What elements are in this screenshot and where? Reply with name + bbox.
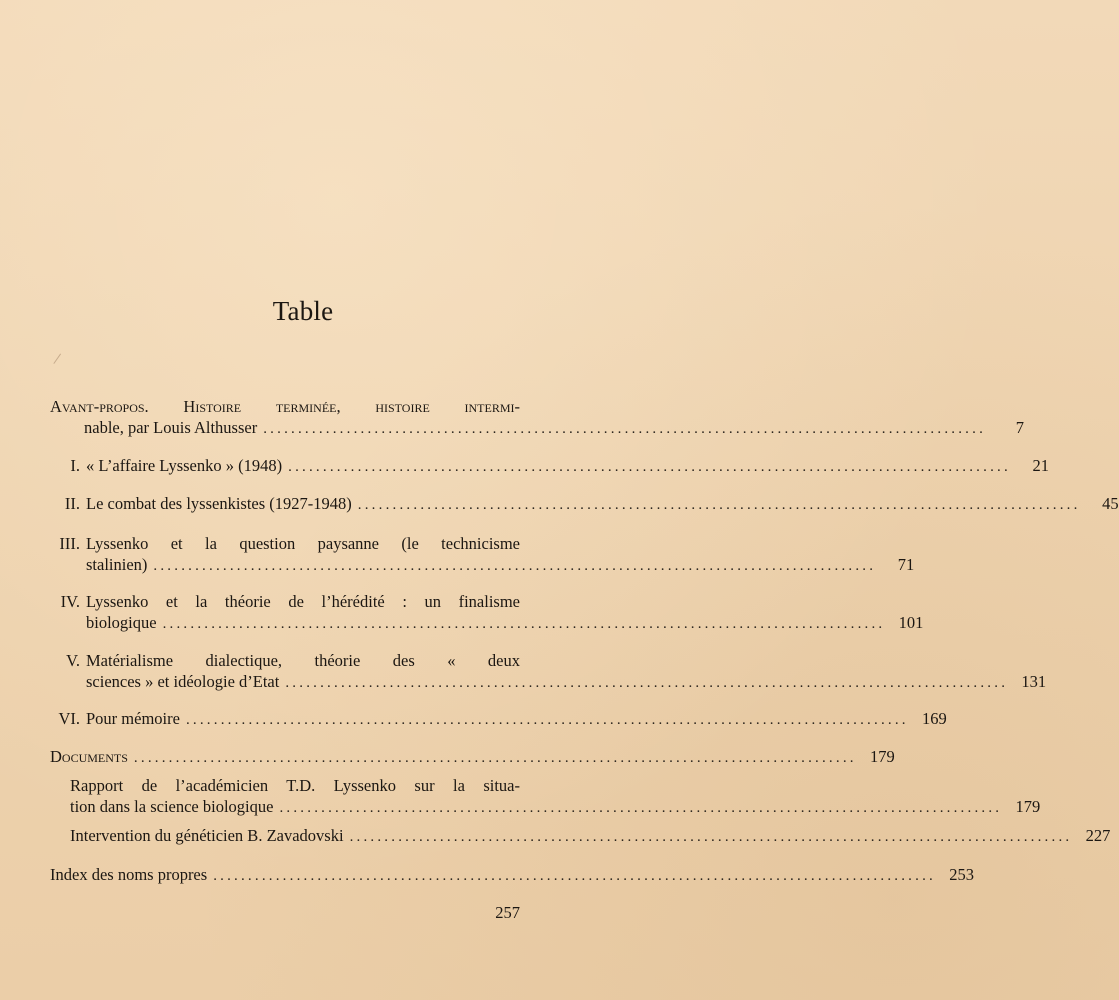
dot-leader: ........................................................................................................ [153, 558, 877, 574]
chapter-number: VI. [58, 709, 80, 728]
toc-page-number: 101 [898, 613, 924, 632]
toc-entry-text: Le combat des lyssenkistes (1927-1948) [86, 494, 352, 513]
toc-page-number: 253 [949, 865, 974, 884]
toc-entry-text: Pour mémoire [86, 709, 180, 728]
dot-leader: ........................................................................................................ [285, 675, 1009, 691]
toc-entry-avant-propos [50, 396, 1025, 440]
toc-page-number: 45 [1102, 494, 1119, 513]
toc-entry-text-line2: sciences » et idéologie d’Etat [86, 672, 280, 691]
chapter-number: III. [59, 534, 80, 553]
toc-entry-text-line1 [50, 396, 520, 417]
toc-page-number: 179 [869, 747, 895, 766]
dot-leader: ........................................................................................................ [185, 712, 909, 728]
toc-entry-index [50, 864, 974, 887]
dot-leader: ........................................................................................................ [263, 421, 987, 437]
toc-page-number: 169 [922, 709, 947, 728]
dot-leader: ........................................................................................................ [279, 800, 1003, 816]
toc-entry-text-line1: Matérialisme dialectique, théorie des « deux [86, 651, 520, 670]
toc-entry-final [50, 902, 520, 923]
toc-entry-document-1 [50, 775, 1041, 819]
toc-page-number: 227 [1085, 826, 1111, 845]
paper-mark [53, 354, 67, 369]
chapter-number: IV. [60, 592, 80, 611]
dot-leader: ........................................................................................................ [288, 459, 1011, 475]
chapter-number: II. [64, 494, 80, 513]
toc-entry-chapter-2 [50, 493, 1119, 516]
toc-entry-text: « L’affaire Lyssenko » (1948) [86, 456, 283, 475]
dot-leader: ........................................................................................................ [162, 616, 886, 632]
toc-page-number: 71 [897, 555, 915, 574]
toc-entry-chapter-4 [50, 591, 924, 635]
dot-leader: ........................................................................................................ [213, 868, 936, 884]
toc-entry-chapter-6 [50, 708, 947, 731]
toc-page-number: 131 [1021, 672, 1047, 691]
toc-entry-text-line1: Lyssenko et la théorie de l’hérédité : un finalisme [86, 592, 520, 611]
page-title: Table [272, 296, 334, 326]
dot-leader: ........................................................................................................ [133, 750, 857, 766]
toc-entry-text-line1: Rapport de l’académicien T.D. Lyssenko sur la situa- [70, 776, 520, 795]
toc-entry-chapter-5 [50, 650, 1047, 694]
toc-entry-text-line2: biologique [86, 613, 157, 632]
dot-leader: ........................................................................................................ [357, 497, 1081, 513]
toc-entry-chapter-1 [50, 455, 1049, 478]
toc-page-number: 179 [1015, 797, 1041, 816]
toc-entry-document-2 [50, 825, 1111, 848]
toc-entry-text-line2: tion dans la science biologique [70, 797, 274, 816]
toc-entry-text-line1: Lyssenko et la question paysanne (le technicisme [86, 534, 520, 553]
toc-entry-text-line2: nable, par Louis Althusser [84, 418, 258, 437]
toc-entry-chapter-3 [50, 533, 915, 577]
toc-entry-text: Intervention du généticien B. Zavadovski [70, 826, 344, 845]
chapter-number: I. [70, 456, 80, 475]
toc-entry-text: Documents [50, 747, 128, 766]
toc-entry-text: Index des noms propres [50, 865, 208, 884]
toc-entry-line2 [50, 417, 1025, 440]
toc-entry-text-line2: stalinien) [86, 555, 148, 574]
dot-leader: ........................................................................................................ [349, 829, 1073, 845]
chapter-number: V. [66, 651, 80, 670]
toc-page-number: 21 [1032, 456, 1049, 475]
toc-entry-text: Avant-propos. Histoire terminée, histoire intermi- [50, 397, 520, 416]
toc-page-number: 257 [495, 903, 520, 922]
toc-entry-documents [50, 746, 895, 769]
toc-page-number: 7 [1015, 418, 1025, 437]
